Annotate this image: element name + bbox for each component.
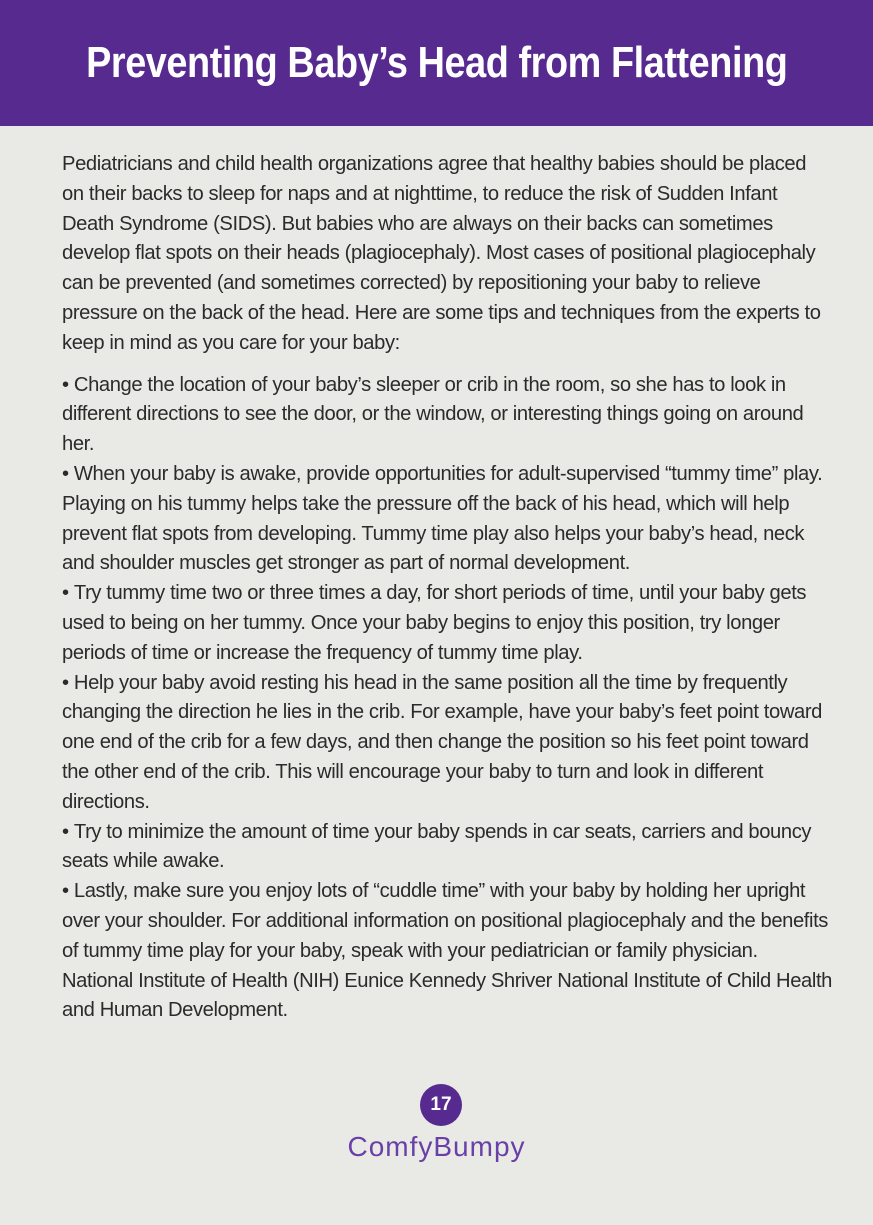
brand-logo: ComfyBumpy	[347, 1131, 526, 1162]
tip-item: • Try tummy time two or three times a day, for short periods of time, until your baby gets used to being on her tummy. Once your baby begins to enjoy this position, try longer periods of time or increase the frequency of tummy time play.	[62, 579, 832, 668]
page-title: Preventing Baby’s Head from Flattening	[85, 38, 788, 87]
tip-item: • When your baby is awake, provide opportunities for adult-supervised “tummy time” play. Playing on his tummy helps take the pressure off the back of his head, which will help prevent flat spots from developing. Tummy time play also helps your baby’s head, neck and shoulder muscles get stronger as part of normal development.	[62, 460, 832, 579]
tip-item: • Help your baby avoid resting his head in the same position all the time by frequently changing the direction he lies in the crib. For example, have your baby’s feet point toward one end of the crib for a few days, and then change the position so his feet point toward the other end of the crib. This will encourage your baby to turn and look in different directions.	[62, 669, 832, 818]
tip-item: • Change the location of your baby’s sleeper or crib in the room, so she has to look in different directions to see the door, or the window, or interesting things going on around her.	[62, 371, 832, 460]
tip-item: • Lastly, make sure you enjoy lots of “cuddle time” with your baby by holding her upright over your shoulder. For additional information on positional plagiocephaly and the benefits of tummy time play for your baby, speak with your pediatrician or family physician. National Institute of Health (NIH) Eunice Kennedy Shriver National Institute of Child Health and Human Development.	[62, 877, 832, 1026]
article-body	[62, 150, 832, 1026]
tip-item: • Try to minimize the amount of time your baby spends in car seats, carriers and bouncy seats while awake.	[62, 818, 832, 878]
intro-paragraph: Pediatricians and child health organizations agree that healthy babies should be placed on their backs to sleep for naps and at nighttime, to reduce the risk of Sudden Infant Death Syndrome (SIDS). But babies who are always on their backs can sometimes develop flat spots on their heads (plagiocephaly). Most cases of positional plagiocephaly can be prevented (and sometimes corrected) by repositioning your baby to relieve pressure on the back of the head. Here are some tips and techniques from the experts to keep in mind as you care for your baby:	[62, 153, 821, 354]
page-header	[0, 0, 873, 126]
page-number-badge: 17	[420, 1084, 462, 1126]
